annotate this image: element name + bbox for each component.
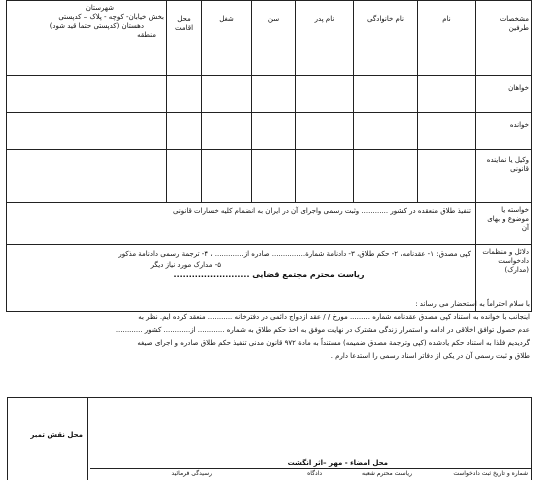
signature-label: محل امضاء - مهر –اثر انگشت <box>287 459 388 467</box>
header-father: نام پدر <box>296 1 354 76</box>
referral-label: رسیدگی فرمائید <box>171 470 212 477</box>
body-line4: گردیدیم فلذا به استناد حکم یادشده (کپی وترجمة مصدق ضمیمه) مستنداً به مادة ۹۷۲ قانون مدنی تنفیذ حکم طلاق صادره و اجرای صیغه <box>137 339 530 347</box>
page-title: ریاست محترم مجتمع قضایی ......................... <box>173 270 365 279</box>
lawyer-residence-cell[interactable] <box>167 150 202 203</box>
address-line1: شهرستان <box>85 4 114 12</box>
plaintiff-name-cell[interactable] <box>418 76 476 113</box>
petition-body[interactable] <box>10 298 530 363</box>
row-lawyer: وکیل یا نماینده قانونی <box>476 150 532 203</box>
header-residence: محل اقامت <box>167 1 202 76</box>
header-address <box>7 1 167 76</box>
body-line5: طلاق و ثبت رسمی آن در یکی از دفاتر اسناد رسمی را استدعا دارم . <box>330 352 530 360</box>
lawyer-father-cell[interactable] <box>296 150 354 203</box>
plaintiff-residence-cell[interactable] <box>167 76 202 113</box>
lawyer-address-cell[interactable] <box>7 150 167 203</box>
stamp-label: محل نقش تمبر <box>30 431 83 439</box>
evidence-line1: کپی مصدق: ۱- عقدنامه، ۲- حکم طلاق، ۳- دادنامة شمارة............... صادره از............. ، ۴- ترجمة رسمی دادنامة مذکور <box>118 250 471 258</box>
body-line2: اینجانب با خوانده به استناد کپی مصدق عقدنامه شماره ......... مورخ / / عقد ازدواج دائمی در دفترخانه ........... منعقد کرده ایم. نظر به <box>138 313 530 321</box>
defendant-address-cell[interactable] <box>7 113 167 150</box>
defendant-job-cell[interactable] <box>202 113 252 150</box>
header-age: سن <box>252 1 296 76</box>
defendant-family-cell[interactable] <box>354 113 418 150</box>
row-defendant: خوانده <box>476 113 532 150</box>
evidence-line2: ۵- مدارک مورد نیاز دیگر <box>150 261 221 269</box>
lawyer-name-cell[interactable] <box>418 150 476 203</box>
defendant-name-cell[interactable] <box>418 113 476 150</box>
row-plaintiff: خواهان <box>476 76 532 113</box>
lawyer-age-cell[interactable] <box>252 150 296 203</box>
evidence-label: دلائل و منظمات دادخواست (مدارک) <box>476 245 532 312</box>
plaintiff-job-cell[interactable] <box>202 76 252 113</box>
plaintiff-age-cell[interactable] <box>252 76 296 113</box>
lawyer-job-cell[interactable] <box>202 150 252 203</box>
plaintiff-address-cell[interactable] <box>7 76 167 113</box>
header-name: نام <box>418 1 476 76</box>
branch-label: ریاست محترم شعبه <box>361 470 412 477</box>
body-line1: با سلام احتراماً به استحضار می رساند : <box>415 300 530 308</box>
parties-table <box>6 0 532 312</box>
body-line3: عدم حصول توافق اخلاقی در ادامه و استمرار زندگی مشترک در نهایت موفق به اخذ حکم طلاق به شماره ............ از............ کشور ............ <box>115 326 530 334</box>
request-text[interactable]: تنفیذ طلاق منعقده در کشور ............ وثبت رسمی واجرای آن در ایران به انضمام کلیه خسارات قانونی <box>7 203 476 245</box>
address-line2: بخش خیابان- کوچه - پلاک – کدپستی <box>58 13 164 21</box>
lawyer-family-cell[interactable] <box>354 150 418 203</box>
registry-label: شماره و تاریخ ثبت دادخواست <box>453 470 528 477</box>
registry-row <box>90 468 532 480</box>
header-job: شغل <box>202 1 252 76</box>
header-family: نام خانوادگی <box>354 1 418 76</box>
plaintiff-family-cell[interactable] <box>354 76 418 113</box>
address-line3: دهستان (کدپستی حتما قید شود) <box>49 22 144 30</box>
defendant-age-cell[interactable] <box>252 113 296 150</box>
stamp-area <box>6 397 88 480</box>
address-line4: منطقه <box>137 31 156 39</box>
defendant-father-cell[interactable] <box>296 113 354 150</box>
header-parties: مشخصات طرفین <box>476 1 532 76</box>
request-label: خواسته یا موضوع و بهای آن <box>476 203 532 245</box>
defendant-residence-cell[interactable] <box>167 113 202 150</box>
court-label: دادگاه <box>307 470 322 477</box>
plaintiff-father-cell[interactable] <box>296 76 354 113</box>
